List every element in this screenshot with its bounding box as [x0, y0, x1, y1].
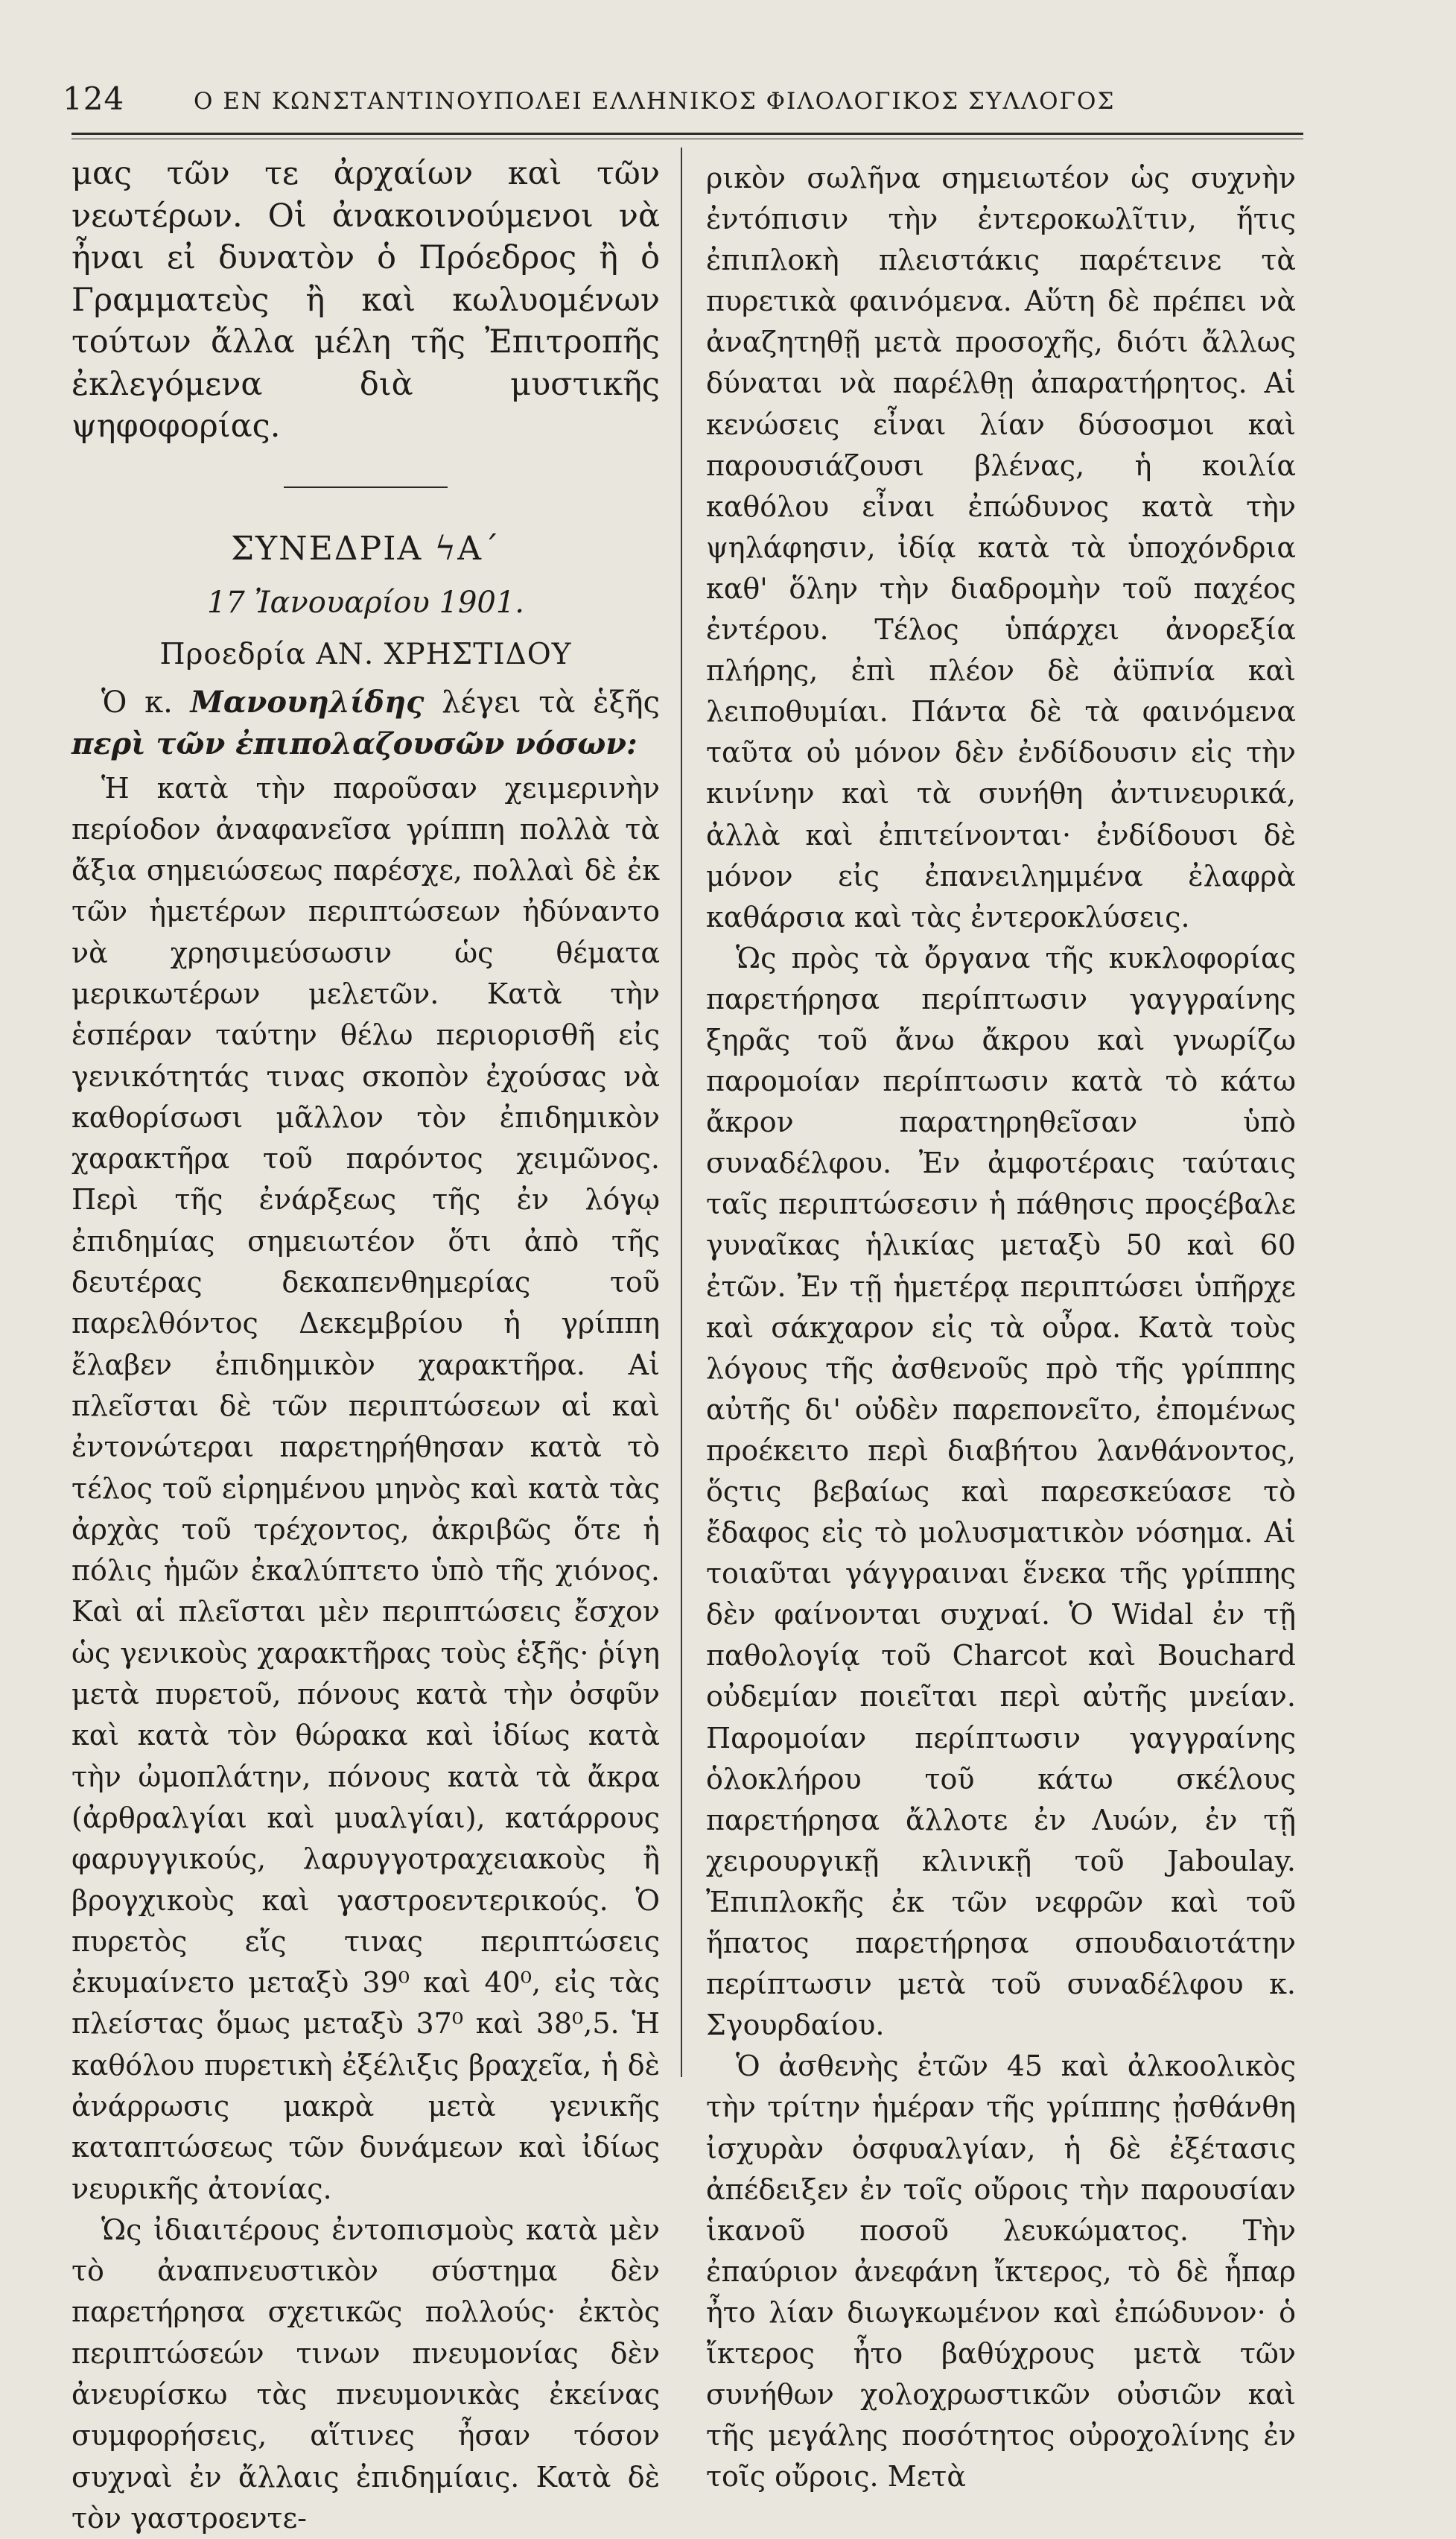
paragraph: Ὁ ἀσθενὴς ἐτῶν 45 καὶ ἀλκοολικὸς τὴν τρίτην ἡμέραν τῆς γρίππης ᾐσθάνθη ἰσχυρὰν ὀσφυαλγίαν, ἡ δὲ ἐξέτασις ἀπέδειξεν ἐν τοῖς οὔροις τὴν παρουσίαν ἱκανοῦ ποσοῦ λευκώματος. Τὴν ἐπαύριον ἀνεφάνη ἴκτερος, τὸ δὲ ἧπαρ ἦτο λίαν διωγκωμένον καὶ ἐπώδυνον· ὁ ἴκτερος ἦτο βαθύχρους μετὰ τῶν συνήθων χολοχρωστικῶν οὐσιῶν καὶ τῆς μεγάλης ποσότητος οὐροχολίνης ἐν τοῖς οὔροις. Μετὰ	[706, 2050, 1296, 2494]
speaker-prefix: Ὁ κ.	[101, 685, 191, 720]
intro-paragraph: μας τῶν τε ἀρχαίων καὶ τῶν νεωτέρων. Οἱ ἀνακοινούμενοι νὰ ἦναι εἰ δυνατὸν ὁ Πρόεδρος ἢ ὁ Γραμματεὺς ἢ καὶ κωλυομένων τούτων ἄλλα μέλη τῆς Ἐπιτροπῆς ἐκλεγόμενα διὰ μυστικῆς ψηφοφορίας.	[71, 155, 660, 445]
speaker-name: Μανουηλίδης	[190, 684, 425, 720]
paragraph: Ἡ κατὰ τὴν παροῦσαν χειμερινὴν περίοδον ἀναφανεῖσα γρίππη πολλὰ τὰ ἄξια σημειώσεως παρέσχε, πολλαὶ δὲ ἐκ τῶν ἡμετέρων περιπτώσεων ἠδύναντο νὰ χρησιμεύσωσιν ὡς θέματα μερικωτέρων μελετῶν. Κατὰ τὴν ἑσπέραν ταύτην θέλω περιορισθῆ εἰς γενικότητάς τινας σκοπὸν ἐχούσας νὰ καθορίσωσι μᾶλλον τὸν ἐπιδημικὸν χαρακτῆρα τοῦ παρόντος χειμῶνος. Περὶ τῆς ἐνάρξεως τῆς ἐν λόγῳ ἐπιδημίας σημειωτέον ὅτι ἀπὸ τῆς δευτέρας δεκαπενθημερίας τοῦ παρελθόντος Δεκεμβρίου ἡ γρίππη ἔλαβεν ἐπιδημικὸν χαρακτῆρα. Αἱ πλεῖσται δὲ τῶν περιπτώσεων αἱ καὶ ἐντονώτεραι παρετηρήθησαν κατὰ τὸ τέλος τοῦ εἰρημένου μηνὸς καὶ κατὰ τὰς ἀρχὰς τοῦ τρέχοντος, ἀκριβῶς ὅτε ἡ πόλις ἡμῶν ἐκαλύπτετο ὑπὸ τῆς χιόνος. Καὶ αἱ πλεῖσται μὲν περιπτώσεις ἔσχον ὡς γενικοὺς χαρακτῆρας τοὺς ἑξῆς· ῥίγη μετὰ πυρετοῦ, πόνους κατὰ τὴν ὀσφῦν καὶ κατὰ τὸν θώρακα καὶ ἰδίως κατὰ τὴν ὠμοπλάτην, πόνους κατὰ τὰ ἄκρα (ἀρθραλγίαι καὶ μυαλγίαι), κατάρρους φαρυγγικούς, λαρυγγοτραχειακοὺς ἢ βρογχικοὺς καὶ γαστροεντερικούς. Ὁ πυρετὸς εἴς τινας περιπτώσεις ἐκυμαίνετο μεταξὺ 39⁰ καὶ 40⁰, εἰς τὰς πλείστας ὅμως μεταξὺ 37⁰ καὶ 38⁰,5. Ἡ καθόλου πυρετικὴ ἐξέλιξις βραχεῖα, ἡ δὲ ἀνάρρωσις μακρὰ μετὰ γενικῆς καταπτώσεως τῶν δυνάμεων καὶ ἰδίως νευρικῆς ἀτονίας.	[71, 771, 660, 2205]
left-column	[71, 153, 660, 2539]
section-separator	[284, 486, 448, 488]
speaker-line	[71, 682, 660, 765]
speaker-mid: λέγει τὰ ἑξῆς	[424, 685, 660, 720]
paragraph: ρικὸν σωλῆνα σημειωτέον ὡς συχνὴν ἐντόπισιν τὴν ἐντεροκωλῖτιν, ἥτις ἐπιπλοκὴ πλειστάκις παρέτεινε τὰ πυρετικὰ φαινόμενα. Αὕτη δὲ πρέπει νὰ ἀναζητηθῇ μετὰ προσοχῆς, διότι ἄλλως δύναται νὰ παρέλθῃ ἀπαρατήρητος. Αἱ κενώσεις εἶναι λίαν δύσοσμοι καὶ παρουσιάζουσι βλένας, ἡ κοιλία καθόλου εἶναι ἐπώδυνος κατὰ τὴν ψηλάφησιν, ἰδίᾳ κατὰ τὰ ὑποχόνδρια καθ' ὅλην τὴν διαδρομὴν τοῦ παχέος ἐντέρου. Τέλος ὑπάρχει ἀνορεξία πλήρης, ἐπὶ πλέον δὲ ἀϋπνία καὶ λειποθυμίαι. Πάντα δὲ τὰ φαινόμενα ταῦτα οὐ μόνον δὲν ἐνδίδουσιν εἰς τὴν κινίνην καὶ τὰ συνήθη ἀντινευρικά, ἀλλὰ καὶ ἐπιτείνονται· ἐνδίδουσι δὲ μόνον εἰς ἐπανειλημμένα ἐλαφρὰ καθάρσια καὶ τὰς ἐντεροκλύσεις.	[706, 162, 1296, 933]
paragraph: Ὡς ἰδιαιτέρους ἐντοπισμοὺς κατὰ μὲν τὸ ἀναπνευστικὸν σύστημα δὲν παρετήρησα σχετικῶς πολλούς· ἐκτὸς περιπτώσεών τινων πνευμονίας δὲν ἀνευρίσκω τὰς πνευμονικὰς ἐκείνας συμφορήσεις, αἵτινες ἦσαν τόσον συχναὶ ἐν ἄλλαις ἐπιδημίαις. Κατὰ δὲ τὸν γαστροεντε-	[71, 2213, 660, 2535]
column-divider	[681, 148, 682, 2077]
session-date: 17 Ἰανουαρίου 1901.	[206, 585, 524, 620]
speaker-topic: περὶ τῶν ἐπιπολαζουσῶν νόσων:	[71, 726, 638, 761]
running-head: Ο ΕΝ ΚΩΝΣΤΑΝΤΙΝΟΥΠΟΛΕΙ ΕΛΛΗΝΙΚΟΣ ΦΙΛΟΛΟΓΙΚΟΣ ΣΥΛΛΟΓΟΣ	[194, 88, 1116, 115]
session-title: ΣΥΝΕΔΡΙΑ ϟΑ΄	[230, 529, 501, 568]
header-rule	[71, 133, 1303, 135]
paragraph: Ὡς πρὸς τὰ ὄργανα τῆς κυκλοφορίας παρετήρησα περίπτωσιν γαγγραίνης ξηρᾶς τοῦ ἄνω ἄκρου καὶ γνωρίζω παρομοίαν περίπτωσιν κατὰ τὸ κάτω ἄκρον παρατηρηθεῖσαν ὑπὸ συναδέλφου. Ἐν ἀμφοτέραις ταύταις ταῖς περιπτώσεσιν ἡ πάθησις προςέβαλε γυναῖκας ἡλικίας μεταξὺ 50 καὶ 60 ἐτῶν. Ἐν τῇ ἡμετέρᾳ περιπτώσει ὑπῆρχε καὶ σάκχαρον εἰς τὰ οὖρα. Κατὰ τοὺς λόγους τῆς ἀσθενοῦς πρὸ τῆς γρίππης αὐτῆς δι' οὐδὲν παρεπονεῖτο, ἐπομένως προέκειτο περὶ διαβήτου λανθάνοντος, ὅςτις βεβαίως καὶ παρεσκεύασε τὸ ἔδαφος εἰς τὸ μολυσματικὸν νόσημα. Αἱ τοιαῦται γάγγραιναι ἕνεκα τῆς γρίππης δὲν φαίνονται συχναί. Ὁ Widal ἐν τῇ παθολογίᾳ τοῦ Charcot καὶ Bouchard οὐδεμίαν ποιεῖται περὶ αὐτῆς μνείαν. Παρομοίαν περίπτωσιν γαγγραίνης ὁλοκλήρου τοῦ κάτω σκέλους παρετήρησα ἄλλοτε ἐν Λυών, ἐν τῇ χειρουργικῇ κλινικῇ τοῦ Jaboulay. Ἐπιπλοκῆς ἐκ τῶν νεφρῶν καὶ τοῦ ἥπατος παρετήρησα σπουδαιοτάτην περίπτωσιν μετὰ τοῦ συναδέλφου κ. Σγουρδαίου.	[706, 941, 1296, 2042]
right-column	[706, 158, 1296, 2497]
page-number: 124	[63, 80, 125, 117]
session-chair: Προεδρία ΑΝ. ΧΡΗΣΤΙΔΟΥ	[159, 637, 572, 671]
